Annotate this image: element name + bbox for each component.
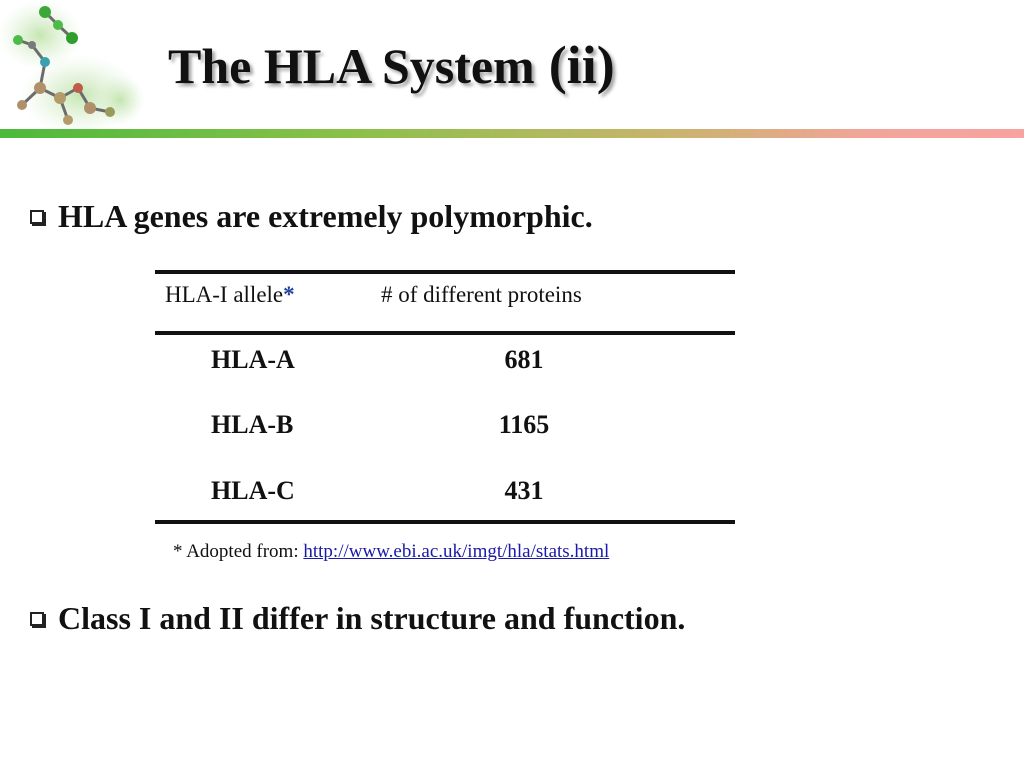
header-proteins: # of different proteins	[381, 282, 582, 307]
table-bottom-rule	[155, 520, 735, 524]
title-text: The HLA System	[168, 38, 535, 94]
source-link[interactable]: http://www.ebi.ac.uk/imgt/hla/stats.html	[303, 541, 610, 562]
footnote-prefix: * Adopted from:	[173, 541, 304, 562]
checkbox-bullet-icon	[30, 210, 44, 224]
bullet-text: HLA genes are extremely polymorphic.	[58, 198, 593, 234]
cell-count-c: 431	[504, 476, 544, 505]
cell-count-a: 681	[504, 345, 544, 374]
header-allele	[165, 282, 295, 308]
cell-allele-c: HLA-C	[211, 476, 295, 505]
bullet-item	[30, 198, 593, 235]
header-allele-label: HLA-I allele	[165, 282, 284, 307]
header-asterisk: *	[283, 282, 295, 307]
cell-allele-a: HLA-A	[211, 345, 295, 374]
cell-allele-b: HLA-B	[211, 410, 294, 439]
title-gradient-bar	[0, 129, 1024, 138]
title-suffix: (ii)	[548, 35, 615, 95]
table-top-rule	[155, 270, 735, 274]
bullet-item	[30, 600, 685, 637]
table-header-rule	[155, 331, 735, 335]
footnote	[173, 541, 609, 563]
checkbox-bullet-icon	[30, 612, 44, 626]
slide-title	[168, 34, 615, 96]
cell-count-b: 1165	[498, 410, 550, 439]
molecule-logo-icon	[0, 0, 150, 130]
bullet-text: Class I and II differ in structure and function.	[58, 600, 686, 636]
